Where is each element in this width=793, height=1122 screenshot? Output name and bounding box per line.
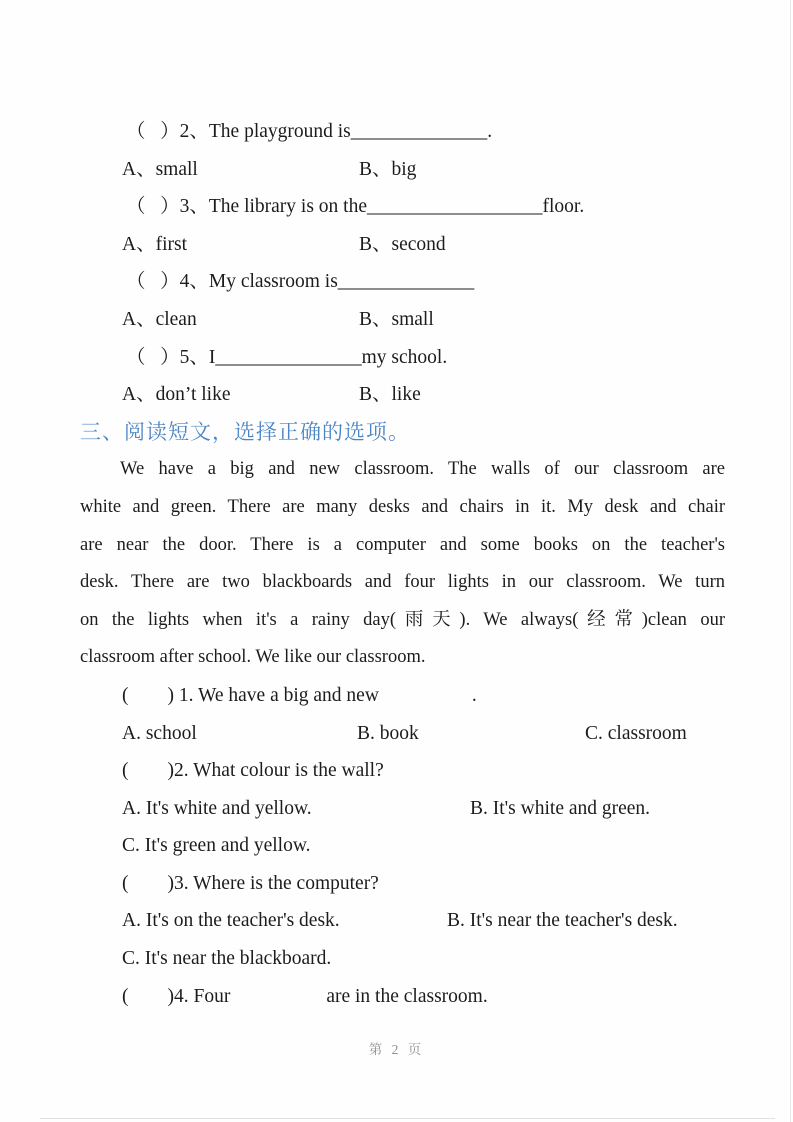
question-4-option-b: B、small <box>359 308 434 330</box>
reading-question-3-options-ab <box>80 902 725 940</box>
question-3-stem: （ ）3、The library is on the__________________floor. <box>126 196 585 218</box>
question-5-options <box>80 376 725 414</box>
section-three-heading: 三、阅读短文，选择正确的选项。 <box>80 419 410 444</box>
question-2-options <box>80 151 725 189</box>
question-3-options <box>80 226 725 264</box>
question-4-stem: （ ）4、My classroom is______________ <box>126 271 475 293</box>
reading-passage <box>80 451 725 677</box>
question-2-option-b: B、big <box>359 158 417 180</box>
reading-question-4-stem <box>80 978 725 1016</box>
question-4-option-a: A、clean <box>122 308 197 330</box>
question-2-option-a: A、small <box>122 158 198 180</box>
reading-question-1-options <box>80 715 725 753</box>
question-5-option-b: B、like <box>359 384 421 406</box>
question-3-option-a: A、first <box>122 233 187 255</box>
reading-question-1-option-c: C. classroom <box>585 722 687 744</box>
reading-question-3-option-c: C. It's near the blackboard. <box>122 948 332 970</box>
question-4-options <box>80 301 725 339</box>
reading-question-1-option-a: A. school <box>122 722 197 744</box>
reading-question-3-stem: ( )3. Where is the computer? <box>122 872 379 894</box>
reading-question-2-options-ab <box>80 790 725 828</box>
reading-question-1-prefix: ( ) 1. We have a big and new <box>122 684 379 706</box>
question-5-stem: （ ）5、I_______________my school. <box>126 346 448 368</box>
reading-question-2-option-c: C. It's green and yellow. <box>122 835 311 857</box>
page-number-label: 第 2 页 <box>368 1042 425 1057</box>
reading-question-1-stem <box>80 677 725 715</box>
reading-question-2-option-b: B. It's white and green. <box>470 797 651 819</box>
reading-question-1-suffix: . <box>471 684 477 706</box>
reading-question-1-option-b: B. book <box>357 722 419 744</box>
page-content <box>0 113 793 1015</box>
question-5-option-a: A、don’t like <box>122 384 231 406</box>
question-2-stem: （ ）2、The playground is______________. <box>126 121 493 142</box>
reading-question-4-suffix: are in the classroom. <box>326 985 488 1007</box>
passage-line: desk. There are two blackboards and four lights in our classroom. We turn <box>80 572 725 593</box>
reading-question-3-option-a: A. It's on the teacher's desk. <box>122 910 340 932</box>
passage-line: are near the door. There is a computer and some books on the teacher's <box>80 534 725 555</box>
question-3-option-b: B、second <box>359 233 446 255</box>
reading-question-4-prefix: ( )4. Four <box>122 985 231 1007</box>
reading-question-2-stem: ( )2. What colour is the wall? <box>122 760 384 782</box>
scan-edge-right <box>790 0 791 1122</box>
reading-question-2-option-a: A. It's white and yellow. <box>122 797 312 819</box>
passage-line: white and green. There are many desks and chairs in it. My desk and chair <box>80 496 725 517</box>
reading-question-3-option-b: B. It's near the teacher's desk. <box>447 910 678 932</box>
passage-line: classroom after school. We like our classroom. <box>80 647 426 668</box>
passage-line: on the lights when it's a rainy day(雨天). We always(经常)clean our <box>80 609 725 630</box>
scan-edge-bottom <box>40 1118 775 1119</box>
passage-line: We have a big and new classroom. The walls of our classroom are <box>120 459 725 480</box>
